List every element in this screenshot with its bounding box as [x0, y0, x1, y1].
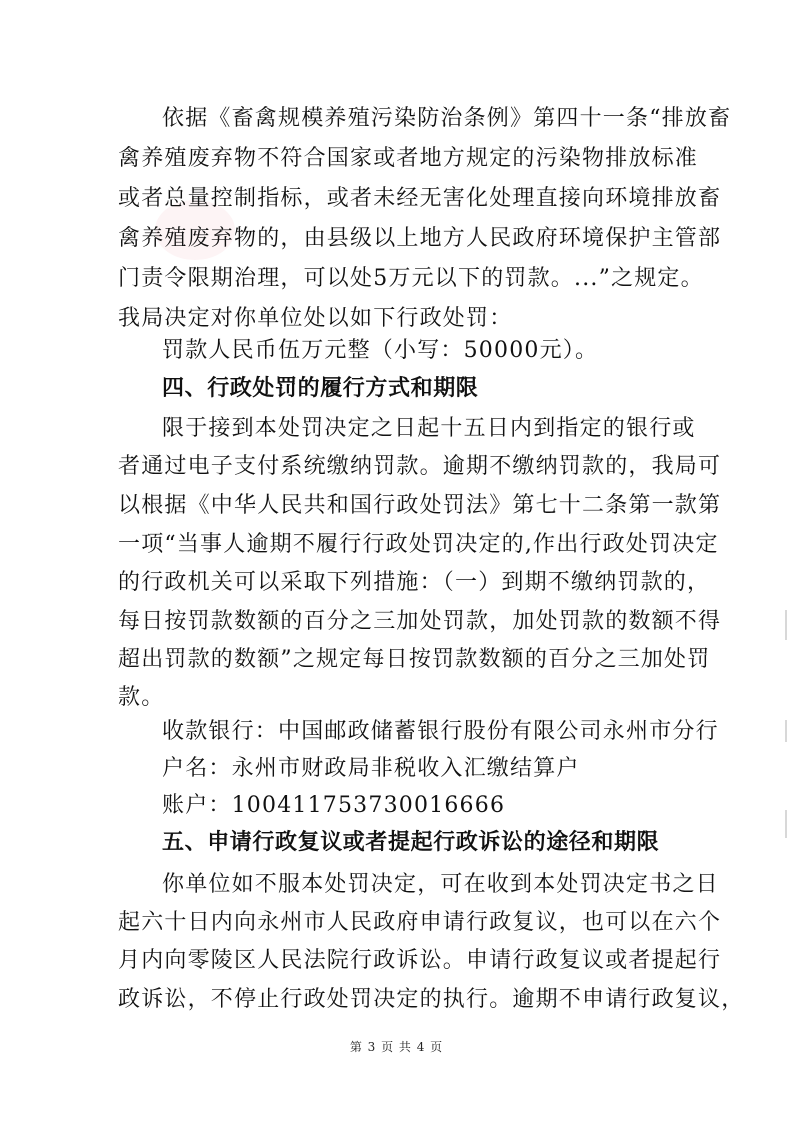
paragraph-line: 我局决定对你单位处以如下行政处罚： [118, 306, 513, 331]
account-number: 账户：100411753730016666 [162, 793, 506, 818]
paragraph-line: 款。 [118, 685, 165, 710]
paragraph-line: 你单位如不服本处罚决定，可在收到本处罚决定书之日 [162, 872, 719, 897]
paragraph-line: 者通过电子支付系统缴纳罚款。逾期不缴纳罚款的，我局可 [118, 454, 722, 479]
paragraph-line: 依据《畜禽规模养殖污染防治条例》第四十一条“排放畜 [162, 106, 732, 131]
paragraph-line: 月内向零陵区人民法院行政诉讼。申请行政复议或者提起行 [118, 948, 722, 973]
paragraph-line: 禽养殖废弃物不符合国家或者地方规定的污染物排放标准 [118, 146, 699, 171]
paragraph-line: 的行政机关可以采取下列措施：（一）到期不缴纳罚款的， [118, 570, 711, 595]
section-heading-4: 四、行政处罚的履行方式和期限 [162, 376, 479, 401]
paragraph-line: 或者总量控制指标，或者未经无害化处理直接向环境排放畜 [118, 186, 722, 211]
section-heading-5: 五、申请行政复议或者提起行政诉讼的途径和期限 [162, 830, 660, 855]
paragraph-line: 禽养殖废弃物的，由县级以上地方人民政府环境保护主管部 [118, 226, 722, 251]
margin-scan-mark [785, 720, 787, 742]
paragraph-line: 以根据《中华人民共和国行政处罚法》第七十二条第一款第 [118, 493, 722, 518]
paragraph-line: 政诉讼，不停止行政处罚决定的执行。逾期不申请行政复议， [118, 987, 745, 1012]
paragraph-line: 限于接到本处罚决定之日起十五日内到指定的银行或 [162, 416, 696, 441]
bank-name: 收款银行：中国邮政储蓄银行股份有限公司永州市分行 [162, 719, 719, 744]
margin-scan-mark [785, 610, 787, 640]
penalty-amount: 罚款人民币伍万元整（小写：50000元）。 [162, 338, 599, 363]
margin-scan-mark [785, 810, 787, 838]
paragraph-line: 超出罚款的数额”之规定每日按罚款数额的百分之三加处罚 [118, 647, 711, 672]
account-name: 户名：永州市财政局非税收入汇缴结算户 [162, 756, 580, 781]
paragraph-line: 起六十日内向永州市人民政府申请行政复议，也可以在六个 [118, 910, 722, 935]
page-number-footer: 第 3 页 共 4 页 [349, 1040, 444, 1054]
paragraph-line: 每日按罚款数额的百分之三加处罚款，加处罚款的数额不得 [118, 609, 722, 634]
paragraph-line: 一项“当事人逾期不履行行政处罚决定的,作出行政处罚决定 [118, 532, 719, 557]
paragraph-line: 门责令限期治理，可以处5万元以下的罚款。...”之规定。 [118, 266, 704, 291]
